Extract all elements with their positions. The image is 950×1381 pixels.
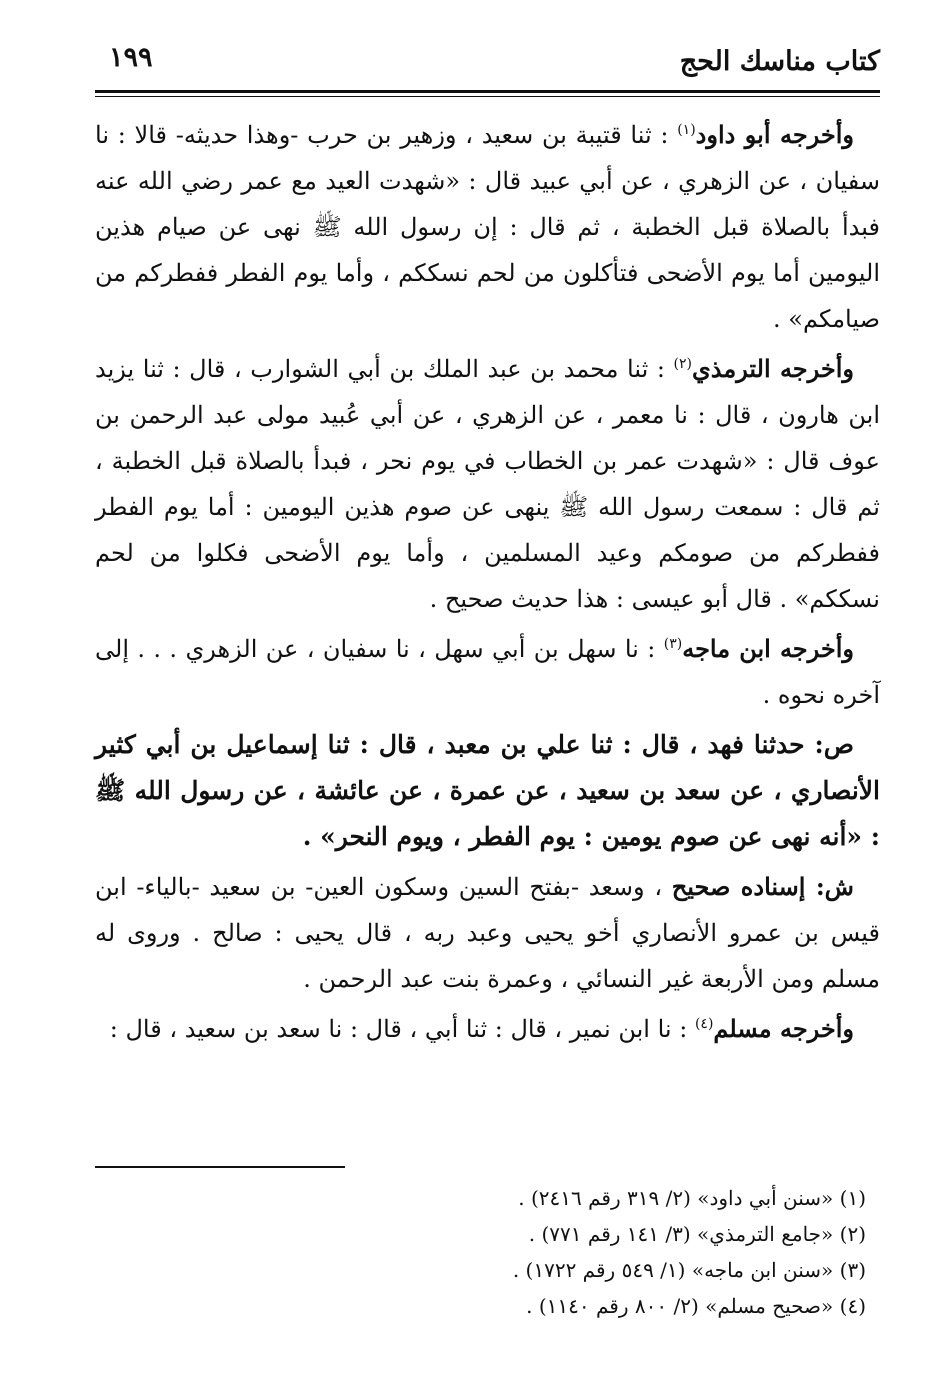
paragraph-text: : نا سهل بن أبي سهل ، نا سفيان ، عن الزهري . . . إلى آخره نحوه . (95, 635, 880, 709)
paragraph-sharh (95, 864, 880, 1002)
footnote-ref[interactable]: (٤) (694, 1016, 714, 1032)
footnote: (٢) «جامع الترمذي» (٣/ ١٤١ رقم ٧٧١) . (528, 1222, 866, 1246)
footnote: (٣) «سنن ابن ماجه» (١/ ٥٤٩ رقم ١٧٢٢) . (512, 1258, 866, 1282)
page-header (95, 38, 880, 94)
page-number: ١٩٩ (109, 42, 153, 73)
paragraph-lead: وأخرجه أبو داود (695, 120, 854, 149)
paragraph-lead: ش: إسناده صحيح (671, 872, 854, 901)
paragraph-lead: وأخرجه ابن ماجه (682, 634, 854, 663)
footnote-ref[interactable]: (٢) (673, 356, 692, 372)
footnote-ref[interactable]: (١) (677, 122, 696, 138)
footnote: (٤) «صحيح مسلم» (٢/ ٨٠٠ رقم ١١٤٠) . (526, 1294, 866, 1318)
paragraph-muslim (95, 1006, 880, 1052)
paragraph-ibn-majah (95, 626, 880, 718)
paragraph-matn: ص: حدثنا فهد ، قال : ثنا علي بن معبد ، قال : ثنا إسماعيل بن أبي كثير الأنصاري ، عن سعد بن سعيد ، عن عمرة ، عن عائشة ، عن رسول الله ﷺ : «أنه نهى عن صوم يومين : يوم الفطر ، ويوم النحر» . (95, 730, 880, 851)
running-title: كتاب مناسك الحج (679, 46, 880, 77)
paragraph-lead: وأخرجه مسلم (713, 1014, 854, 1043)
paragraph-text: : نا ابن نمير ، قال : ثنا أبي ، قال : نا سعد بن سعيد ، قال : (109, 1015, 688, 1043)
main-text (95, 112, 880, 1056)
header-rule-thin (95, 96, 880, 97)
paragraph-tirmidhi (95, 346, 880, 622)
paragraph-text: : ثنا قتيبة بن سعيد ، وزهير بن حرب -وهذا حديثه- قالا : نا سفيان ، عن الزهري ، عن أبي عبيد قال : «شهدت العيد مع عمر رضي الله عنه فبدأ بالصلاة قبل الخطبة ، ثم قال : إن رسول الله ﷺ نهى عن صيام هذين اليومين أما يوم الأضحى فتأكلون من لحم نسككم ، وأما يوم الفطر ففطركم من صيامكم» . (95, 121, 880, 333)
footnote-ref[interactable]: (٣) (663, 636, 683, 652)
footnote: (١) «سنن أبي داود» (٢/ ٣١٩ رقم ٢٤١٦) . (518, 1186, 866, 1210)
footnote-divider (95, 1166, 345, 1168)
book-page (95, 38, 880, 1348)
header-rule-thick (95, 90, 880, 93)
paragraph-text: : ثنا محمد بن عبد الملك بن أبي الشوارب ، قال : ثنا يزيد ابن هارون ، قال : نا معمر ، عن الزهري ، عن أبي عُبيد مولى عبد الرحمن بن عوف قال : «شهدت عمر بن الخطاب في يوم نحر ، فبدأ بالصلاة قبل الخطبة ، ثم قال : سمعت رسول الله ﷺ ينهى عن صوم هذين اليومين : أما يوم الفطر ففطركم من صومكم وعيد المسلمين ، وأما يوم الأضحى فكلوا من لحم نسككم» . قال أبو عيسى : هذا حديث صحيح . (95, 355, 880, 613)
footnotes (95, 1180, 866, 1324)
paragraph-text: ، وسعد -بفتح السين وسكون العين- بن سعيد -بالياء- ابن قيس بن عمرو الأنصاري أخو يحيى وعبد ربه ، قال يحيى : صالح . وروى له مسلم ومن الأربعة غير النسائي ، وعمرة بنت عبد الرحمن . (95, 873, 881, 993)
paragraph-abu-dawud (95, 112, 880, 342)
paragraph-lead: وأخرجه الترمذي (691, 354, 854, 383)
